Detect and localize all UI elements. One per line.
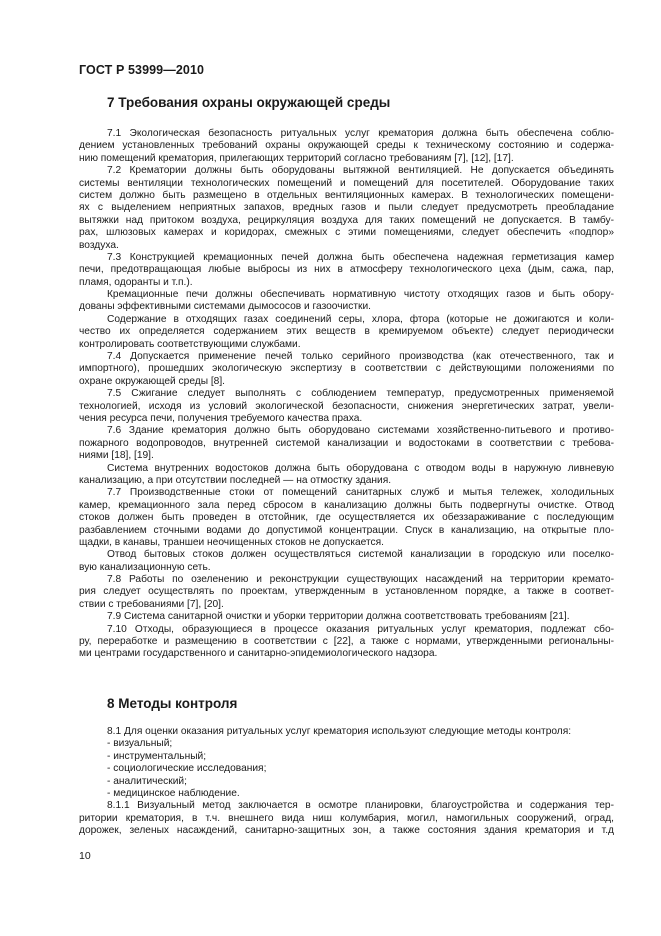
text-line: 7.8 Работы по озеленению и реконструкции существующих насаждений на территории кремато- bbox=[107, 574, 614, 586]
document-code: ГОСТ Р 53999—2010 bbox=[79, 63, 205, 77]
text-line: 7.1 Экологическая безопасность ритуальных услуг крематория должна быть обеспечена соблю- bbox=[107, 128, 614, 139]
text-line: 7.5 Сжигание следует выполнять с соблюдением температур, предусмотренных применяемой bbox=[107, 388, 614, 400]
text-line: пожарного водопроводов, внутренней системой канализации и водостоками в соответствии с требова- bbox=[79, 437, 614, 449]
text-line: системы вентиляции технологических помещений и помещений для посетителей. Оборудование таких bbox=[79, 177, 614, 189]
text-line: импортного), прошедших экологическую экспертизу в соответствии с действующими положениями по bbox=[79, 363, 614, 375]
text-line: 7.6 Здание крематория должно быть оборудовано системами хозяйственно-питьевого и противо- bbox=[107, 425, 614, 437]
text-line: канализацию, а при отсутствии последней — на отмостку здания. bbox=[79, 474, 392, 486]
text-line: ру, переработке и размещению в соответствии с [22], а также с нормами, утвержденными региональны- bbox=[79, 636, 614, 648]
text-line: 7.10 Отходы, образующиеся в процессе оказания ритуальных услуг крематория, подлежат сбо- bbox=[107, 623, 614, 635]
text-line: рах, шлюзовых камерах и коридорах, смежных с этими помещениями, следует обеспечить «подпор» bbox=[79, 227, 614, 239]
text-line: технологией, исходя из условий экологической безопасности, снижения энергетических затрат, увели- bbox=[79, 400, 614, 412]
section-7-title: 7 Требования охраны окружающей среды bbox=[107, 95, 391, 110]
text-line: рия следует осуществлять по проектам, утвержденным в установленном порядке, а также в соответ- bbox=[79, 586, 614, 598]
text-line: 7.4 Допускается применение печей только серийного производства (как отечественного, так и bbox=[107, 351, 614, 363]
page-number: 10 bbox=[79, 850, 91, 862]
text-line: дением установленных требований охраны окружающей среды к техническому состоянию и содержа- bbox=[79, 140, 614, 152]
text-line: - визуальный; bbox=[107, 738, 173, 750]
text-line: ритории крематория, в т.ч. внешнего вида ниш колумбария, могил, намогильных сооружений, оград, bbox=[79, 812, 614, 824]
text-line: Отвод бытовых стоков должен осуществляться системой канализации в городскую или поселко- bbox=[107, 549, 614, 561]
text-line: 7.3 Конструкцией кремационных печей должна быть обеспечена надежная герметизация камер bbox=[107, 251, 614, 263]
text-line: 7.9 Система санитарной очистки и уборки территории должна соответствовать требованиям [21]. bbox=[107, 611, 570, 623]
text-line: 7.2 Крематории должны быть оборудованы вытяжной вентиляцией. Не допускается объединять bbox=[107, 165, 614, 177]
text-line: щадки, в канавы, траншеи неочищенных стоков не допускается. bbox=[79, 536, 385, 548]
text-line: ях с выделением неприятных запахов, вредных газов и пыли следует предусмотреть преобладание bbox=[79, 202, 614, 214]
text-line: вую канализационную сеть. bbox=[79, 561, 211, 573]
text-line: дорожек, зеленых насаждений, санитарно-защитных зон, а также состояния здания крематория и т.д bbox=[79, 825, 614, 837]
text-line: - социологические исследования; bbox=[107, 763, 267, 775]
text-line: нию помещений крематория, прилегающих территорий согласно требованиям [7], [12], [17]. bbox=[79, 152, 514, 164]
text-line: Система внутренних водостоков должна быть оборудована с отводом воды в наружную ливневую bbox=[107, 462, 614, 474]
text-line: - аналитический; bbox=[107, 775, 187, 787]
text-line: чения ресурса печи, получения требуемого качества праха. bbox=[79, 412, 363, 424]
section-8-body bbox=[79, 726, 614, 838]
text-line: ми центрами государственного и санитарно-эпидемиологического надзора. bbox=[79, 648, 438, 660]
text-line: - инструментальный; bbox=[107, 750, 207, 762]
section-8-title: 8 Методы контроля bbox=[107, 696, 238, 711]
section-7-body bbox=[79, 128, 614, 661]
text-line: чество их определяется содержанием этих веществ в кремируемом объекте) следует периодически bbox=[79, 326, 614, 338]
text-line: дованы эффективными системами дымососов и газоочистки. bbox=[79, 301, 371, 313]
text-line: камер, кремационного зала перед сбросом в канализацию должны быть подвергнуты очистке. Отвод bbox=[79, 499, 614, 511]
text-line: стоков должен быть проведен в отстойник, где осуществляется их обеззараживание с последующим bbox=[79, 512, 614, 524]
text-line: - медицинское наблюдение. bbox=[107, 787, 240, 799]
text-line: ниями [18], [19]. bbox=[79, 450, 154, 462]
text-line: контролировать соответствующими службами. bbox=[79, 338, 301, 350]
text-line: пламя, одоранты и т.п.). bbox=[79, 276, 193, 288]
text-line: воздуха. bbox=[79, 239, 119, 251]
text-line: разбавлением сточными водами до допустимой концентрации. Спуск в канализацию, на открытые пло- bbox=[79, 524, 614, 536]
text-line: 7.7 Производственные стоки от помещений санитарных служб и мытья тележек, холодильных bbox=[107, 487, 614, 499]
text-line: 8.1.1 Визуальный метод заключается в осмотре планировки, благоустройства и содержания тер- bbox=[107, 800, 614, 812]
text-line: печи, предотвращающая любые выбросы из них в атмосферу технологического цеха (дым, сажа, пар, bbox=[79, 264, 614, 276]
text-line: охране окружающей среды [8]. bbox=[79, 375, 226, 387]
text-line: ствии с требованиями [7], [20]. bbox=[79, 598, 224, 610]
text-line: 8.1 Для оценки оказания ритуальных услуг крематория используют следующие методы контроля: bbox=[107, 726, 572, 737]
text-line: Содержание в отходящих газах соединений серы, хлора, фтора (которые не дожигаются и коли- bbox=[107, 313, 614, 325]
text-line: Кремационные печи должны обеспечивать нормативную чистоту отходящих газов и быть обору- bbox=[107, 289, 614, 301]
text-line: систем должно быть размещено в отдельных вентиляционных камерах. В технологических помещени- bbox=[79, 189, 614, 201]
text-line: вытяжки над притоком воздуха, рециркуляция воздуха для таких помещений не допускается. В тамбу- bbox=[79, 214, 614, 226]
